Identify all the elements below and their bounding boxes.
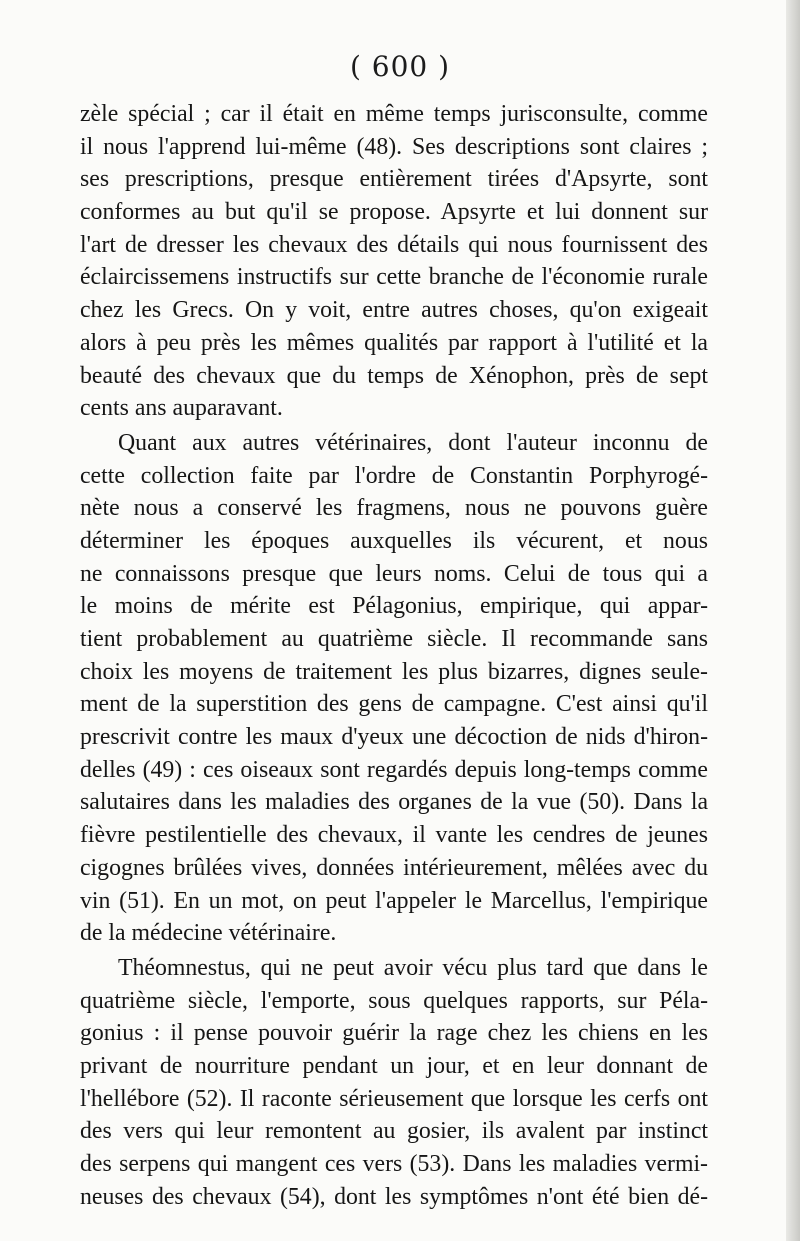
text-line: de la médecine vétérinaire. <box>80 920 337 947</box>
text-line: Quant aux autres vétérinaires, dont l'auteur inconnu de <box>118 429 708 456</box>
text-line: il nous l'apprend lui-même (48). Ses descriptions sont claires ; <box>80 133 708 160</box>
text-line: cents ans auparavant. <box>80 395 283 422</box>
page-number: ( 600 ) <box>349 50 451 83</box>
text-line: alors à peu près les mêmes qualités par rapport à l'utilité et la <box>80 329 708 356</box>
text-line: Théomnestus, qui ne peut avoir vécu plus tard que dans le <box>118 954 708 981</box>
text-line: déterminer les époques auxquelles ils vécurent, et nous <box>80 527 708 554</box>
paragraph <box>80 98 708 425</box>
text-line: ses prescriptions, presque entièrement tirées d'Apsyrte, sont <box>80 166 708 193</box>
text-line: ne connaissons presque que leurs noms. Celui de tous qui a <box>80 560 708 587</box>
text-line: gonius : il pense pouvoir guérir la rage chez les chiens en les <box>80 1020 708 1047</box>
text-line: chez les Grecs. On y voit, entre autres choses, qu'on exigeait <box>80 297 708 324</box>
text-line: cigognes brûlées vives, données intérieurement, mêlées avec du <box>80 854 708 881</box>
text-line: éclaircissemens instructifs sur cette branche de l'économie rurale <box>80 264 708 291</box>
text-line: prescrivit contre les maux d'yeux une décoction de nids d'hiron- <box>80 724 708 751</box>
text-line: zèle spécial ; car il était en même temps jurisconsulte, comme <box>80 101 708 127</box>
text-line: ment de la superstition des gens de campagne. C'est ainsi qu'il <box>80 691 708 718</box>
page-edge-shadow <box>786 0 800 1241</box>
paragraph <box>80 952 708 1214</box>
text-line: l'hellébore (52). Il raconte sérieusement que lorsque les cerfs ont <box>80 1085 708 1112</box>
body-text <box>80 98 708 1213</box>
text-line: fièvre pestilentielle des chevaux, il vante les cendres de jeunes <box>80 822 708 849</box>
paragraph <box>80 427 708 950</box>
text-line: des serpens qui mangent ces vers (53). Dans les maladies vermi- <box>80 1151 708 1177</box>
text-line: vin (51). En un mot, on peut l'appeler le Marcellus, l'empirique <box>80 887 708 914</box>
text-line: des vers qui leur remontent au gosier, ils avalent par instinct <box>80 1118 708 1145</box>
text-line: privant de nourriture pendant un jour, et en leur donnant de <box>80 1052 708 1079</box>
text-line: nète nous a conservé les fragmens, nous ne pouvons guère <box>80 495 708 522</box>
text-line: conformes au but qu'il se propose. Apsyrte et lui donnent sur <box>80 199 708 226</box>
text-line: neuses des chevaux (54), dont les symptômes n'ont été bien dé- <box>80 1183 708 1210</box>
text-line: quatrième siècle, l'emporte, sous quelques rapports, sur Péla- <box>80 987 708 1014</box>
text-line: beauté des chevaux que du temps de Xénophon, près de sept <box>80 362 708 389</box>
text-line: l'art de dresser les chevaux des détails qui nous fournissent des <box>80 231 708 258</box>
text-line: choix les moyens de traitement les plus bizarres, dignes seule- <box>80 658 708 685</box>
text-line: salutaires dans les maladies des organes de la vue (50). Dans la <box>80 789 708 816</box>
text-line: tient probablement au quatrième siècle. Il recommande sans <box>80 626 708 652</box>
text-line: le moins de mérite est Pélagonius, empirique, qui appar- <box>80 593 708 620</box>
text-line: delles (49) : ces oiseaux sont regardés depuis long-temps comme <box>80 756 708 783</box>
text-line: cette collection faite par l'ordre de Constantin Porphyrogé- <box>80 462 708 489</box>
